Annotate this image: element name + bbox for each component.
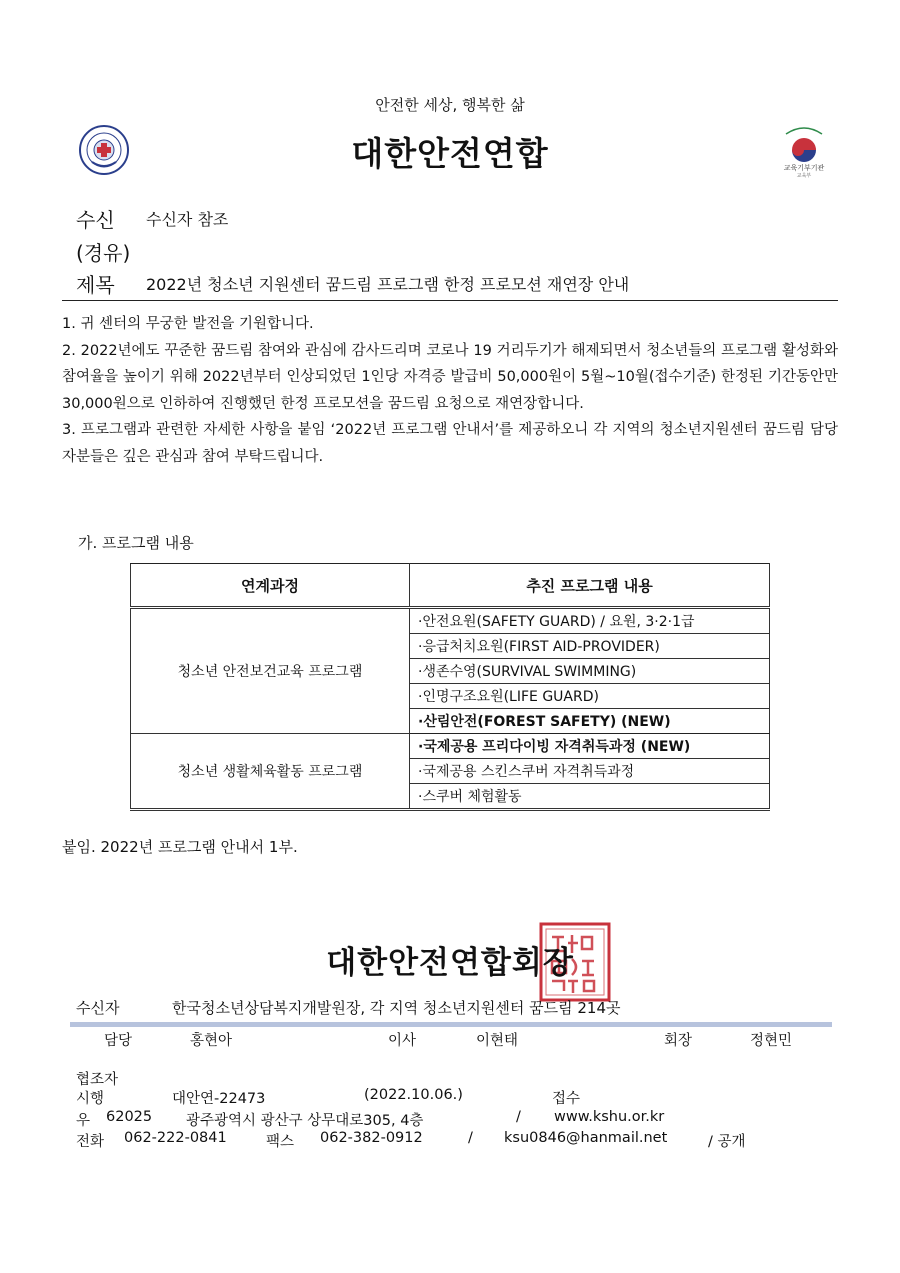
fax-label: 팩스	[266, 1134, 295, 1150]
section-title: 가. 프로그램 내용	[78, 534, 194, 552]
program-item: ·안전요원(SAFETY GUARD) / 요원, 3·2·1급	[410, 608, 770, 634]
disclosure-status: / 공개	[708, 1134, 746, 1150]
email-link[interactable]: ksu0846@hanmail.net	[504, 1130, 668, 1146]
footer-divider-bar	[70, 1022, 832, 1027]
header-divider	[62, 300, 838, 301]
enforcement-number: 대안연-22473	[172, 1091, 266, 1107]
recipients-value: 한국청소년상담복지개발원장, 각 지역 청소년지원센터 꿈드림 214곳	[172, 999, 621, 1017]
subject-value: 2022년 청소년 지원센터 꿈드림 프로그램 한정 프로모션 재연장 안내	[146, 275, 630, 294]
category-safety: 청소년 안전보건교육 프로그램	[131, 608, 410, 734]
receipt-label: 접수	[552, 1091, 581, 1107]
body-paragraphs	[62, 311, 838, 470]
recipient-label: 수신	[76, 208, 115, 232]
staff-label: 담당	[104, 1033, 133, 1049]
program-item: ·스쿠버 체험활동	[410, 784, 770, 810]
program-table	[130, 563, 770, 811]
zip-label: 우	[76, 1113, 91, 1129]
paragraph-1: 1. 귀 센터의 무궁한 발전을 기원합니다.	[62, 316, 314, 332]
phone-number: 062-222-0841	[124, 1130, 227, 1146]
paragraph-3: 3. 프로그램과 관련한 자세한 사항을 붙임 ‘2022년 프로그램 안내서’를 제공하오니 각 지역의 청소년지원센터 꿈드림 담당자분들은 깊은 관심과 참여 부탁드립니다.	[62, 422, 838, 465]
zip-code: 62025	[106, 1109, 153, 1125]
program-item: ·생존수영(SURVIVAL SWIMMING)	[410, 659, 770, 684]
table-row	[131, 734, 770, 759]
recipient-value: 수신자 참조	[146, 210, 229, 229]
chair-title: 대한안전연합회장	[326, 945, 574, 981]
recipients-label: 수신자	[76, 999, 120, 1017]
via-label: (경유)	[76, 241, 131, 265]
logo-caption: 교육기부기관	[783, 164, 825, 172]
program-item: ·응급처치요원(FIRST AID-PROVIDER)	[410, 634, 770, 659]
program-item: ·인명구조요원(LIFE GUARD)	[410, 684, 770, 709]
separator: /	[468, 1130, 473, 1146]
table-header-content: 추진 프로그램 내용	[410, 564, 770, 608]
category-sports: 청소년 생활체육활동 프로그램	[131, 734, 410, 810]
program-item: ·산림안전(FOREST SAFETY) (NEW)	[410, 709, 770, 734]
address: 광주광역시 광산구 상무대로305, 4층	[186, 1113, 424, 1129]
table-row	[131, 608, 770, 634]
phone-label: 전화	[76, 1134, 105, 1150]
website-link[interactable]: www.kshu.or.kr	[554, 1109, 665, 1125]
separator: /	[516, 1109, 521, 1125]
staff-name: 홍현아	[190, 1033, 233, 1049]
director-label: 이사	[388, 1033, 417, 1049]
table-header-row	[131, 564, 770, 608]
paragraph-2: 2. 2022년에도 꾸준한 꿈드림 참여와 관심에 감사드리며 코로나 19 거리두기가 해제되면서 청소년들의 프로그램 활성화와 참여율을 높이기 위해 2022년부터 인상되었던 1인당 자격증 발급비 50,000원이 5월~10월(접수기준) 한정된 기간동안만 30,000원으로 인하하여 진행했던 한정 프로모션을 꿈드림 요청으로 재연장합니다.	[62, 342, 838, 412]
cooperator-label: 협조자	[76, 1072, 119, 1088]
organization-title: 대한안전연합	[351, 134, 549, 173]
attachment-note: 붙임. 2022년 프로그램 안내서 1부.	[62, 838, 298, 856]
subject-label: 제목	[76, 273, 115, 297]
table-header-course: 연계과정	[131, 564, 410, 608]
fax-number: 062-382-0912	[320, 1130, 423, 1146]
enforcement-date: (2022.10.06.)	[364, 1087, 463, 1103]
logo-subcaption: 교육부	[796, 173, 812, 179]
enforcement-label: 시행	[76, 1091, 105, 1107]
slogan: 안전한 세상, 행복한 삶	[375, 96, 525, 114]
program-item: ·국제공용 프리다이빙 자격취득과정 (NEW)	[410, 734, 770, 759]
president-name: 정현민	[750, 1033, 793, 1049]
director-name: 이현태	[476, 1033, 519, 1049]
president-label: 회장	[664, 1033, 693, 1049]
program-item: ·국제공용 스킨스쿠버 자격취득과정	[410, 759, 770, 784]
